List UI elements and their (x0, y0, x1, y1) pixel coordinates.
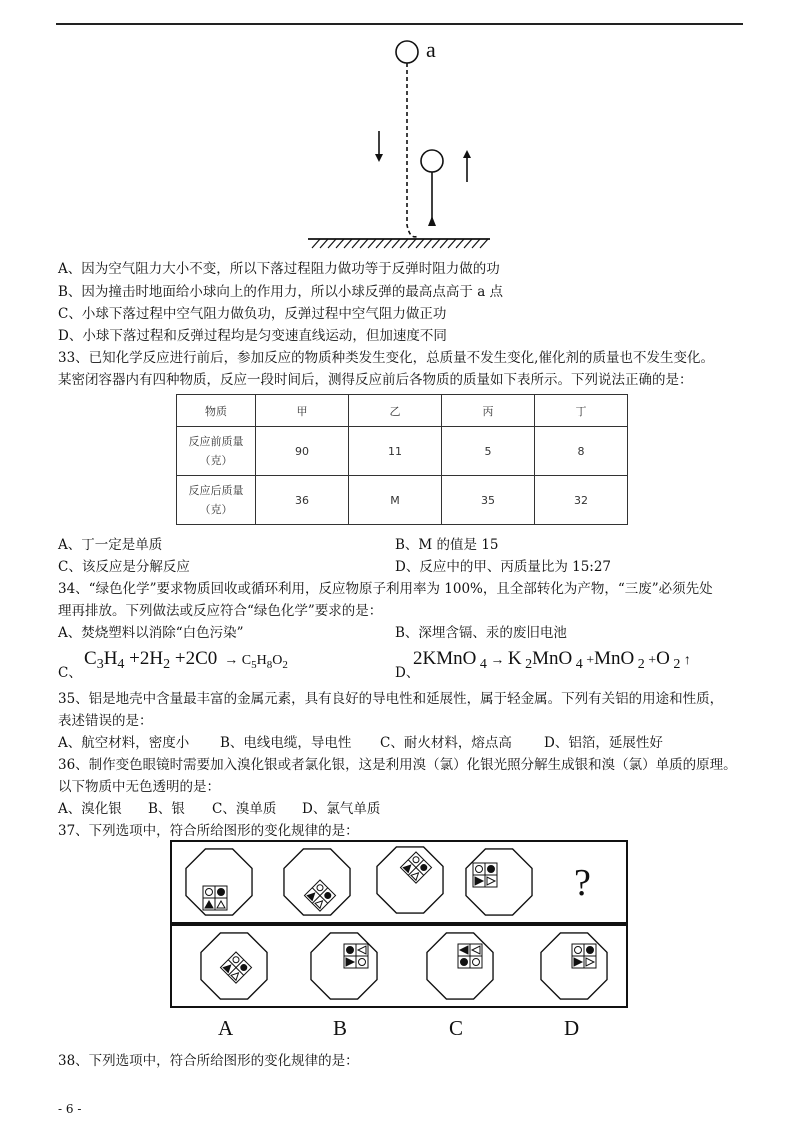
ball-bounced (421, 150, 443, 172)
q34-option-a: A、焚烧塑料以消除“白色污染” (58, 625, 244, 641)
question-mark: ? (574, 862, 591, 904)
q34-option-d-label: D、 (395, 665, 420, 681)
q36-option-a: A、溴化银 (58, 801, 122, 817)
table-cell: 36 (256, 476, 349, 525)
q34-stem-line1: 34、“绿色化学”要求物质回收或循环利用，反应物原子利用率为 100%，且全部转化为产物，“三废”必须先处 (58, 581, 713, 597)
table-header: 丙 (442, 395, 535, 427)
table-cell: 35 (442, 476, 535, 525)
equation-d: 2KMnO $_4$ → K $_2$MnO $_4$ +MnO $_2$ +O $_2$ ↑ (413, 648, 691, 673)
q35-stem-line2: 表述错误的是： (58, 713, 153, 729)
q34-option-c-label: C、 (58, 665, 82, 681)
fall-path (407, 63, 418, 237)
bounce-arrowhead (428, 216, 436, 226)
choice-a-figure (201, 933, 267, 999)
up-arrow-head (463, 150, 471, 158)
table-header: 物质 (177, 395, 256, 427)
table-cell: 90 (256, 427, 349, 476)
choice-letter-a: A (218, 1016, 234, 1040)
choice-letter-c: C (449, 1016, 464, 1040)
pattern-item-1 (186, 849, 252, 915)
table-cell: M (349, 476, 442, 525)
ground-hatching (312, 239, 488, 248)
page-number: - 6 - (58, 1102, 82, 1116)
ball-label-a: a (426, 37, 436, 62)
puzzle-bottom-panel (171, 925, 627, 1007)
q33-option-d: D、反应中的甲、丙质量比为 15:27 (395, 559, 612, 575)
q34-option-b: B、深埋含镉、汞的废旧电池 (395, 625, 567, 641)
table-cell: 32 (535, 476, 628, 525)
table-row (177, 427, 628, 476)
q35-option-a: A、航空材料，密度小 (58, 735, 190, 751)
q33-option-c: C、该反应是分解反应 (58, 559, 190, 575)
down-arrow-head (375, 154, 383, 162)
pattern-item-3 (377, 847, 443, 913)
table-cell: 8 (535, 427, 628, 476)
q33-option-b: B、M 的值是 15 (395, 537, 499, 553)
table-header-row (177, 395, 628, 427)
q33-stem-line1: 33、已知化学反应进行前后，参加反应的物质种类发生变化，总质量不发生变化,催化剂的质量也不发生变化。 (58, 350, 714, 366)
choice-b-figure (311, 933, 377, 999)
q32-option-b: B、因为撞击时地面给小球向上的作用力，所以小球反弹的最高点高于 a 点 (58, 284, 504, 300)
choice-d-figure (541, 933, 607, 999)
choice-letter-b: B (333, 1016, 348, 1040)
q36-option-d: D、氯气单质 (302, 801, 381, 817)
q32-option-a: A、因为空气阻力大小不变，所以下落过程阻力做功等于反弹时阻力做的功 (58, 261, 500, 277)
puzzle-top-panel (171, 841, 627, 923)
ball-top (396, 41, 418, 63)
pattern-puzzle-figure (170, 840, 630, 1012)
row-label: 反应后质量 （克） (177, 476, 256, 525)
table-row (177, 476, 628, 525)
q37-stem: 37、下列选项中，符合所给图形的变化规律的是： (58, 823, 359, 839)
row-label: 反应前质量 （克） (177, 427, 256, 476)
table-header: 乙 (349, 395, 442, 427)
q33-stem-line2: 某密闭容器内有四种物质，反应一段时间后，测得反应前后各物质的质量如下表所示。下列说法正确的是： (58, 372, 693, 388)
pattern-item-4 (466, 849, 532, 915)
choice-c-figure (427, 933, 493, 999)
q35-option-c: C、耐火材料，熔点高 (380, 735, 512, 751)
bouncing-ball-figure (300, 30, 500, 255)
q35-option-d: D、铝箔，延展性好 (544, 735, 663, 751)
table-cell: 5 (442, 427, 535, 476)
q36-stem-line1: 36、制作变色眼镜时需要加入溴化银或者氯化银，这是利用溴（氯）化银光照分解生成银和溴（氯）单质的原理。 (58, 757, 737, 773)
q35-stem-line1: 35、铝是地壳中含量最丰富的金属元素，具有良好的导电性和延展性，属于轻金属。下列有关铝的用途和性质， (58, 691, 724, 707)
q35-option-b: B、电线电缆，导电性 (220, 735, 352, 751)
q33-option-a: A、丁一定是单质 (58, 537, 163, 553)
equation-c: $C_3H_4 +2H_2 +2C0 \to C_5H_8O_2$ (84, 648, 288, 673)
q36-option-c: C、溴单质 (212, 801, 277, 817)
table-header: 丁 (535, 395, 628, 427)
header-rule (56, 23, 743, 25)
q36-stem-line2: 以下物质中无色透明的是： (58, 779, 220, 795)
choice-letter-d: D (564, 1016, 580, 1040)
pattern-item-2 (284, 849, 350, 915)
table-header: 甲 (256, 395, 349, 427)
q32-option-c: C、小球下落过程中空气阻力做负功，反弹过程中空气阻力做正功 (58, 306, 447, 322)
q32-option-d: D、小球下落过程和反弹过程均是匀变速直线运动，但加速度不同 (58, 328, 447, 344)
q34-stem-line2: 理再排放。下列做法或反应符合“绿色化学”要求的是： (58, 603, 383, 619)
q38-stem: 38、下列选项中，符合所给图形的变化规律的是： (58, 1053, 359, 1069)
q36-option-b: B、银 (148, 801, 185, 817)
table-cell: 11 (349, 427, 442, 476)
mass-table (176, 394, 628, 525)
